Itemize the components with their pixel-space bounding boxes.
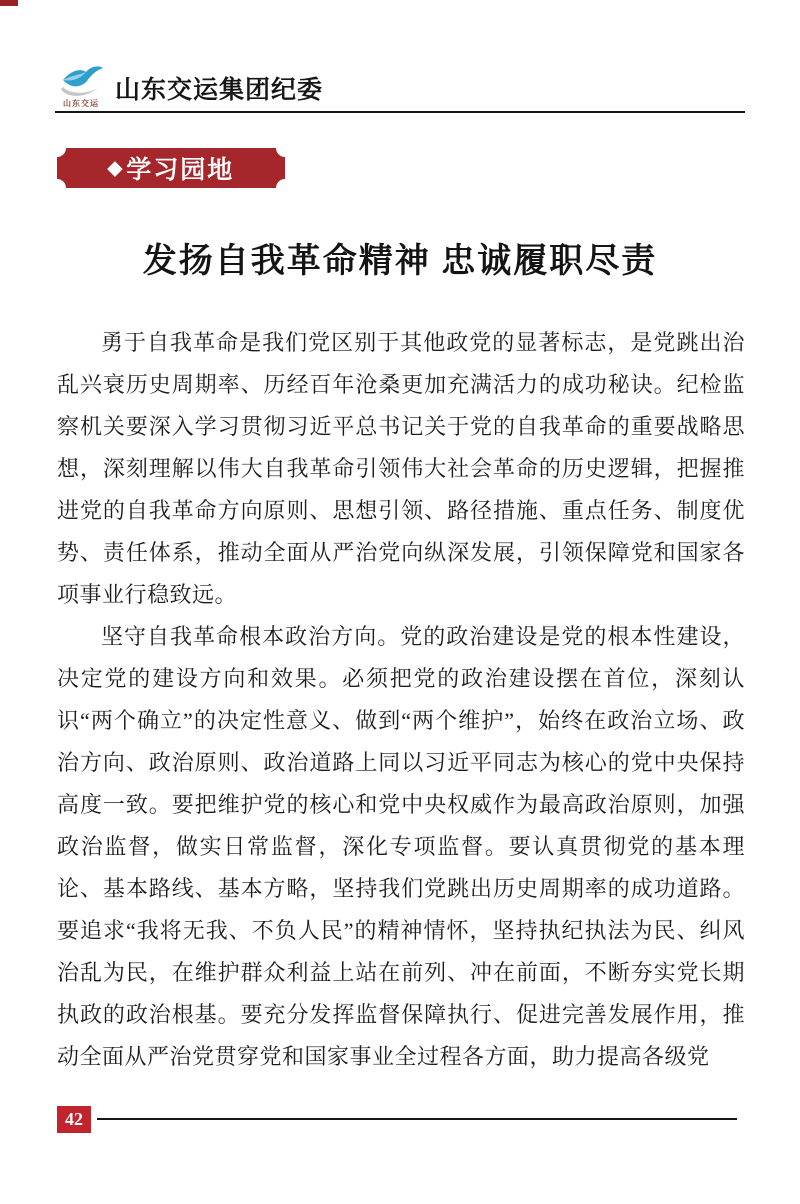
header (55, 58, 323, 112)
diamond-icon: ◆ (107, 157, 125, 179)
org-name: 山东交运集团纪委 (115, 76, 324, 104)
article-title: 发扬自我革命精神 忠诚履职尽责 (142, 243, 658, 280)
article-paragraph: 坚守自我革命根本政治方向。党的政治建设是党的根本性建设，决定党的建设方向和效果。必须把党的政治建设摆在首位，深刻认识“两个确立”的决定性意义、做到“两个维护”，始终在政治立场、政治方向、政治原则、政治道路上同以习近平同志为核心的党中央保持高度一致。要把维护党的核心和党中央权威作为最高政治原则，加强政治监督，做实日常监督，深化专项监督。要认真贯彻党的基本理论、基本路线、基本方略，坚持我们党跳出历史周期率的成功道路。要追求“我将无我、不负人民”的精神情怀，坚持执纪执法为民、纠风治乱为民，在维护群众利益上站在前列、冲在前面，不断夯实党长期执政的政治根基。要充分发挥监督保障执行、促进完善发展作用，推动全面从严治党贯穿党和国家事业全过程各方面，助力提高各级党 (57, 624, 745, 1069)
article-paragraph: 勇于自我革命是我们党区别于其他政党的显著标志，是党跳出治乱兴衰历史周期率、历经百年沧桑更加充满活力的成功秘诀。纪检监察机关要深入学习贯彻习近平总书记关于党的自我革命的重要战略思想，深刻理解以伟大自我革命引领伟大社会革命的历史逻辑，把握推进党的自我革命方向原则、思想引领、路径措施、重点任务、制度优势、责任体系，推动全面从严治党向纵深发展，引领保障党和国家各项事业行稳致远。 (57, 330, 745, 607)
page-number-badge: 42 (57, 1106, 91, 1133)
section-banner-label (57, 148, 285, 188)
section-banner-text: 学习园地 (126, 156, 235, 184)
section-banner (57, 148, 285, 188)
page-corner-mark (0, 0, 18, 6)
logo-caption: 山东交运 (63, 99, 99, 108)
footer-divider (97, 1118, 737, 1120)
header-divider (55, 111, 745, 113)
article-body (57, 322, 745, 1078)
org-logo (55, 58, 107, 108)
